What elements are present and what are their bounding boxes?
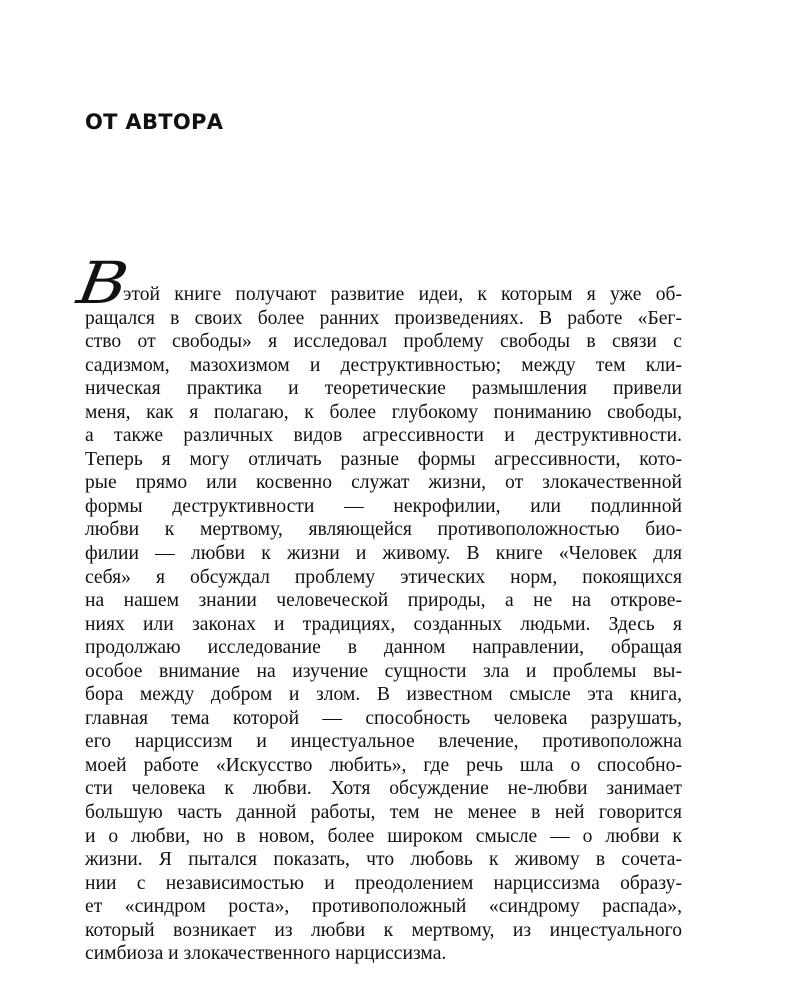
text-line: садизмом, мазохизмом и деструктивностью; между тем кли- [85,354,682,376]
text-line: нии с независимостью и преодолением нарциссизма образу- [85,872,682,894]
text-line: себя» я обсуждал проблему этических норм, покоящихся [85,566,682,588]
text-line: особое внимание на изучение сущности зла и проблемы вы- [85,660,682,682]
text-line: симбиоза и злокачественного нарциссизма. [85,943,447,965]
text-line: формы деструктивности — некрофилии, или подлинной [85,495,682,517]
text-line: рые прямо или косвенно служат жизни, от злокачественной [85,472,682,494]
page-title: ОТ АВТОРА [85,110,224,134]
text-line: который возникает из любви к мертвому, из инцестуального [85,919,682,941]
text-line: этой книге получают развитие идеи, к которым я уже об- [123,284,682,305]
text-line: филии — любви к жизни и живому. В книге «Человек для [85,543,682,565]
text-line: ство от свободы» я исследовал проблему свободы в связи с [85,331,682,353]
body-paragraph [85,283,682,966]
text-line: его нарциссизм и инцестуальное влечение, противоположна [85,731,682,753]
text-line: главная тема которой — способность человека разрушать, [85,707,682,729]
drop-cap: В [72,249,133,317]
text-line: меня, как я полагаю, к более глубокому пониманию свободы, [85,401,682,423]
text-line: ращался в своих более ранних произведениях. В работе «Бег- [85,307,682,329]
text-line: жизни. Я пытался показать, что любовь к живому в сочета- [85,849,682,871]
text-line: Теперь я могу отличать разные формы агрессивности, кото- [85,448,682,470]
text-line: большую часть данной работы, тем не менее в ней говорится [85,802,682,824]
text-line: продолжаю исследование в данном направлении, обращая [85,637,682,659]
text-line: сти человека к любви. Хотя обсуждение не-любви занимает [85,778,682,800]
text-line: ниях или законах и традициях, созданных людьми. Здесь я [85,613,682,635]
text-line: моей работе «Искусство любить», где речь шла о способно- [85,754,682,776]
text-line: любви к мертвому, являющейся противоположностью био- [85,519,682,541]
text-line: и о любви, но в новом, более широком смысле — о любви к [85,825,682,847]
text-line: бора между добром и злом. В известном смысле эта книга, [85,684,682,706]
text-line: ническая практика и теоретические размышления привели [85,378,682,400]
text-line: на нашем знании человеческой природы, а не на открове- [85,590,682,612]
text-line: ет «синдром роста», противоположный «синдрому распада», [85,896,682,918]
text-line: а также различных видов агрессивности и деструктивности. [85,425,682,447]
